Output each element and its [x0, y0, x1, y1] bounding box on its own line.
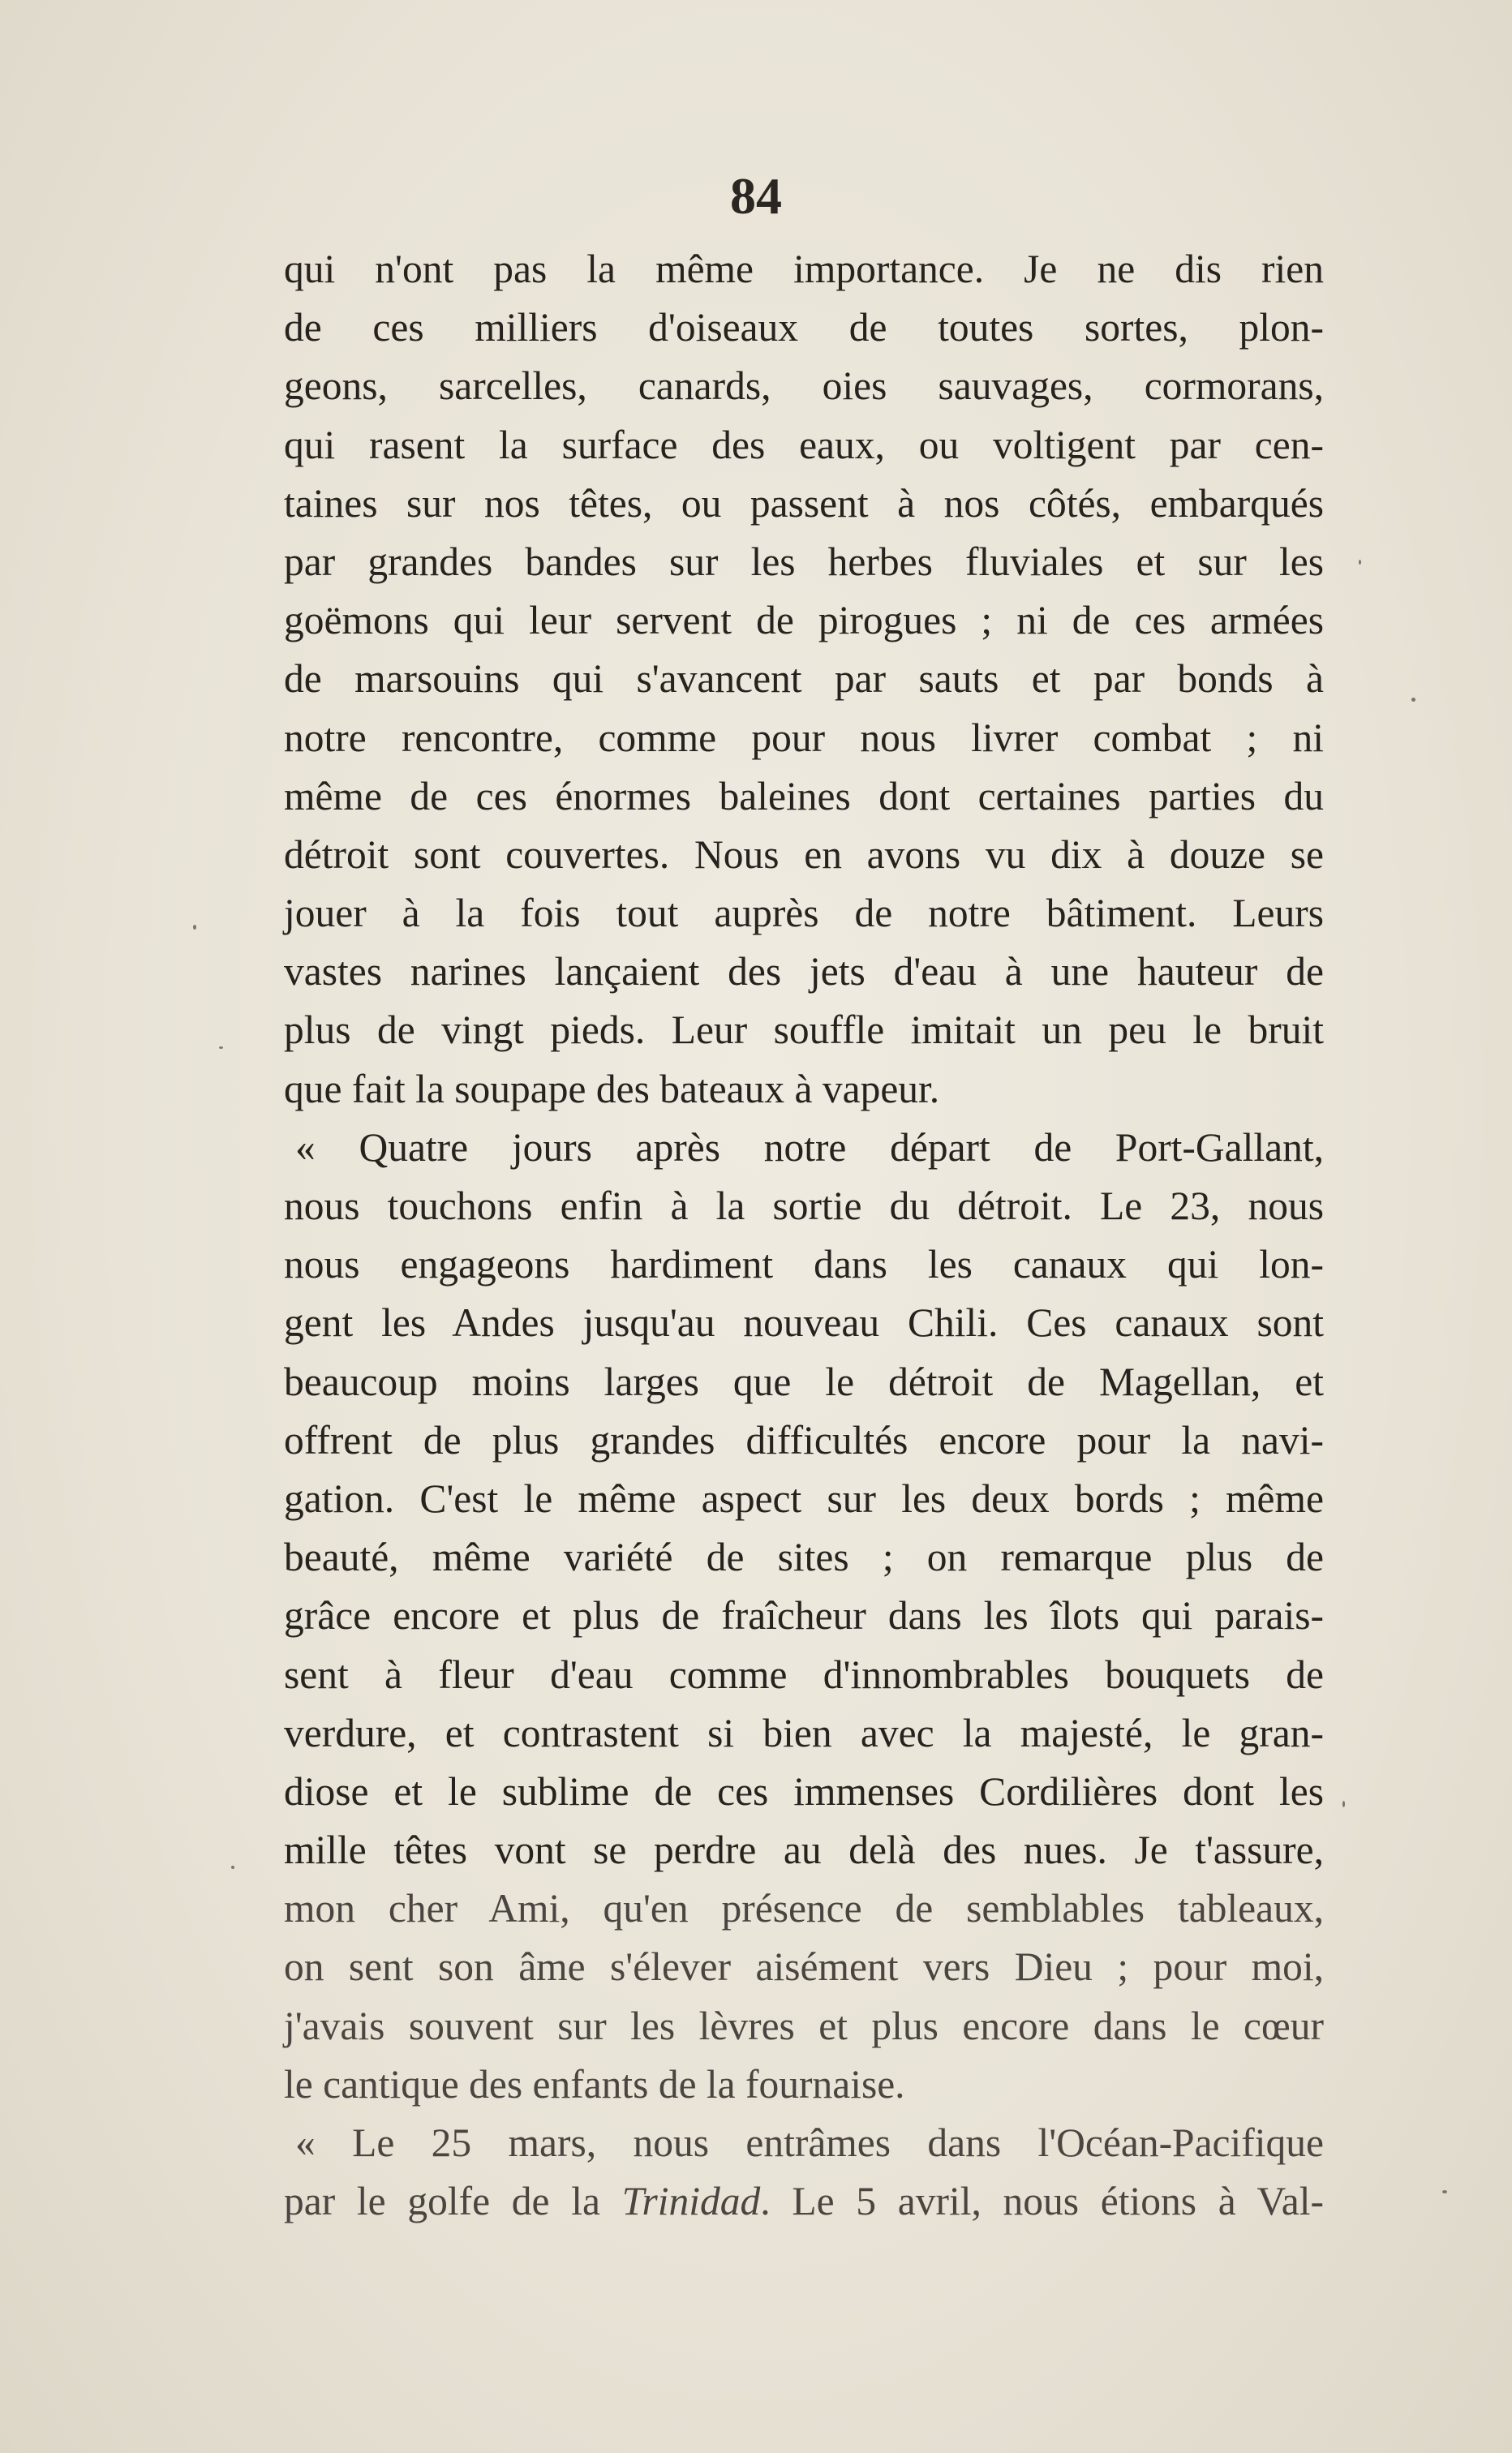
paper-speck: [1359, 560, 1361, 565]
text-line: grâce encore et plus de fraîcheur dans les îlots qui parais-: [284, 1593, 1324, 1639]
text-line-final: [284, 2172, 1324, 2231]
text-line: j'avais souvent sur les lèvres et plus encore dans le cœur: [284, 2003, 1324, 2048]
text-line: on sent son âme s'élever aisément vers Dieu ; pour moi,: [284, 1944, 1324, 1990]
text-line: de marsouins qui s'avancent par sauts et par bonds à: [284, 656, 1324, 702]
text-line: par grandes bandes sur les herbes fluviales et sur les: [284, 539, 1324, 584]
text-line: beaucoup moins larges que le détroit de Magellan, et: [284, 1359, 1324, 1404]
text-line: offrent de plus grandes difficultés encore pour la navi-: [284, 1417, 1324, 1463]
text-line: taines sur nos têtes, ou passent à nos côtés, embarqués: [284, 480, 1324, 526]
text-line: de ces milliers d'oiseaux de toutes sortes, plon-: [284, 305, 1324, 350]
text-line: gent les Andes jusqu'au nouveau Chili. Ces canaux sont: [284, 1300, 1324, 1346]
paper-speck: [231, 1866, 234, 1869]
text-line: que fait la soupape des bateaux à vapeur.: [284, 1066, 940, 1111]
text-line: détroit sont couvertes. Nous en avons vu dix à douze se: [284, 831, 1324, 877]
text-line: qui n'ont pas la même importance. Je ne dis rien: [284, 247, 1324, 291]
text-line: qui rasent la surface des eaux, ou voltigent par cen-: [284, 422, 1324, 467]
text-line: plus de vingt pieds. Leur souffle imitait un peu le bruit: [284, 1007, 1324, 1053]
italic-place-name: Trinidad: [621, 2179, 761, 2224]
text-line: gation. C'est le même aspect sur les deux bords ; même: [284, 1476, 1324, 1521]
paper-speck: [1411, 698, 1415, 702]
text-line: notre rencontre, comme pour nous livrer combat ; ni: [284, 715, 1324, 760]
text-line: geons, sarcelles, canards, oies sauvages, cormorans,: [284, 363, 1324, 409]
paper-speck: [1442, 2190, 1447, 2193]
text-segment: par le golfe de la: [284, 2179, 622, 2224]
text-line: mon cher Ami, qu'en présence de semblables tableaux,: [284, 1886, 1324, 1931]
text-line: « Le 25 mars, nous entrâmes dans l'Océan-Pacifique: [295, 2120, 1324, 2165]
paper-speck: [193, 925, 196, 930]
text-line: diose et le sublime de ces immenses Cordilières dont les: [284, 1768, 1324, 1814]
text-line: nous engageons hardiment dans les canaux qui lon-: [284, 1242, 1324, 1287]
body-text: [284, 240, 1324, 2231]
paper-speck: [219, 1046, 223, 1049]
text-line: verdure, et contrastent si bien avec la majesté, le gran-: [284, 1710, 1324, 1755]
text-line: jouer à la fois tout auprès de notre bâtiment. Leurs: [284, 891, 1324, 936]
text-line: sent à fleur d'eau comme d'innombrables bouquets de: [284, 1652, 1324, 1697]
text-line: « Quatre jours après notre départ de Port-Gallant,: [295, 1124, 1324, 1170]
text-line: mille têtes vont se perdre au delà des nues. Je t'assure,: [284, 1828, 1324, 1873]
text-line: goëmons qui leur servent de pirogues ; ni de ces armées: [284, 598, 1324, 643]
text-segment: . Le 5 avril, nous étions à Val-: [760, 2179, 1324, 2224]
text-line: le cantique des enfants de la fournaise.: [284, 2061, 905, 2107]
paper-speck: [1342, 1801, 1345, 1807]
text-line: beauté, même variété de sites ; on remarque plus de: [284, 1535, 1324, 1580]
text-line: nous touchons enfin à la sortie du détroit. Le 23, nous: [284, 1184, 1324, 1228]
page-number: 84: [730, 167, 782, 225]
text-line: même de ces énormes baleines dont certaines parties du: [284, 773, 1324, 818]
text-line: vastes narines lançaient des jets d'eau à une hauteur de: [284, 949, 1324, 995]
